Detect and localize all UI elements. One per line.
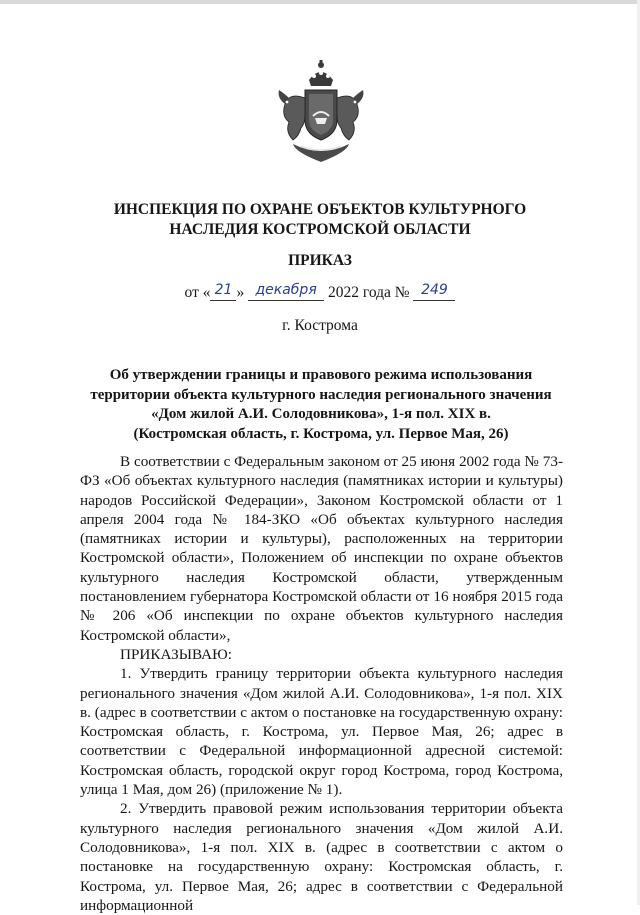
date-close-quote: » xyxy=(236,284,245,301)
org-line-2: НАСЛЕДИЯ КОСТРОМСКОЙ ОБЛАСТИ xyxy=(169,221,471,238)
subject-line-3: «Дом жилой А.И. Солодовникова», 1-я пол. XIX в. xyxy=(151,406,491,422)
item-2-paragraph: 2. Утвердить правовой режим использования территории объекта культурного наследия регионального значения «Дом жилой А.И. Солодовникова», 1-я пол. XIX в. (адрес в соответствии с актом о постановке на государственную охрану: Костромская область, г. Кострома, ул. Первое Мая, 26; адрес в соответствии с Федеральной информационной xyxy=(80,800,563,914)
subject-line-4: (Костромская область, г. Кострома, ул. Первое Мая, 26) xyxy=(133,425,509,442)
subject-line-1: Об утверждении границы и правового режима использования xyxy=(109,367,533,383)
preamble-paragraph: В соответствии с Федеральным законом от 25 июня 2002 года № 73-ФЗ «Об объектах культурного наследия (памятниках истории и культуры) народов Российской Федерации», Законом Костромской области от 1 апреля 2004 года № 184-ЗКО «Об объектах культурного наследия (памятниках истории и культуры), расположенных на территории Костромской области», Положением об инспекции по охране объектов культурного наследия Костромской области, утвержденным постановлением губернатора Костромской области от 16 ноября 2015 года № 206 «Об инспекции по охране объектов культурного наследия Костромской области», xyxy=(80,453,563,644)
date-prefix: от « xyxy=(184,284,211,301)
date-month: декабря xyxy=(248,280,324,301)
date-day: 21 xyxy=(210,280,236,301)
item-1-paragraph: 1. Утвердить границу территории объекта культурного наследия регионального значения «Дом жилой А.И. Солодовникова», 1-я пол. XIX в. (адрес в соответствии с актом о постановке на государственную охрану: Костромская область, г. Кострома, ул. Первое Мая, 26; адрес в соответствии с Федеральной информационной адресной системой: Костромская область, городской округ город Кострома, город Кострома, улица 1 Мая, дом 26) (приложение № 1). xyxy=(80,665,563,799)
org-line-1: ИНСПЕКЦИЯ ПО ОХРАНЕ ОБЪЕКТОВ КУЛЬТУРНОГО xyxy=(113,201,527,218)
document-body xyxy=(80,452,563,915)
document-number: 249 xyxy=(413,280,455,301)
subject-heading xyxy=(80,366,562,444)
order-word: ПРИКАЗЫВАЮ: xyxy=(120,645,232,663)
organization-name xyxy=(0,200,640,240)
subject-line-2: территории объекта культурного наследия регионального значения xyxy=(90,386,552,403)
document-type: ПРИКАЗ xyxy=(288,252,352,269)
city: г. Кострома xyxy=(282,317,358,334)
scan-edge-top xyxy=(0,0,640,4)
date-year: 2022 года № xyxy=(327,284,410,301)
date-line xyxy=(0,283,640,304)
coat-of-arms-icon xyxy=(271,58,371,168)
